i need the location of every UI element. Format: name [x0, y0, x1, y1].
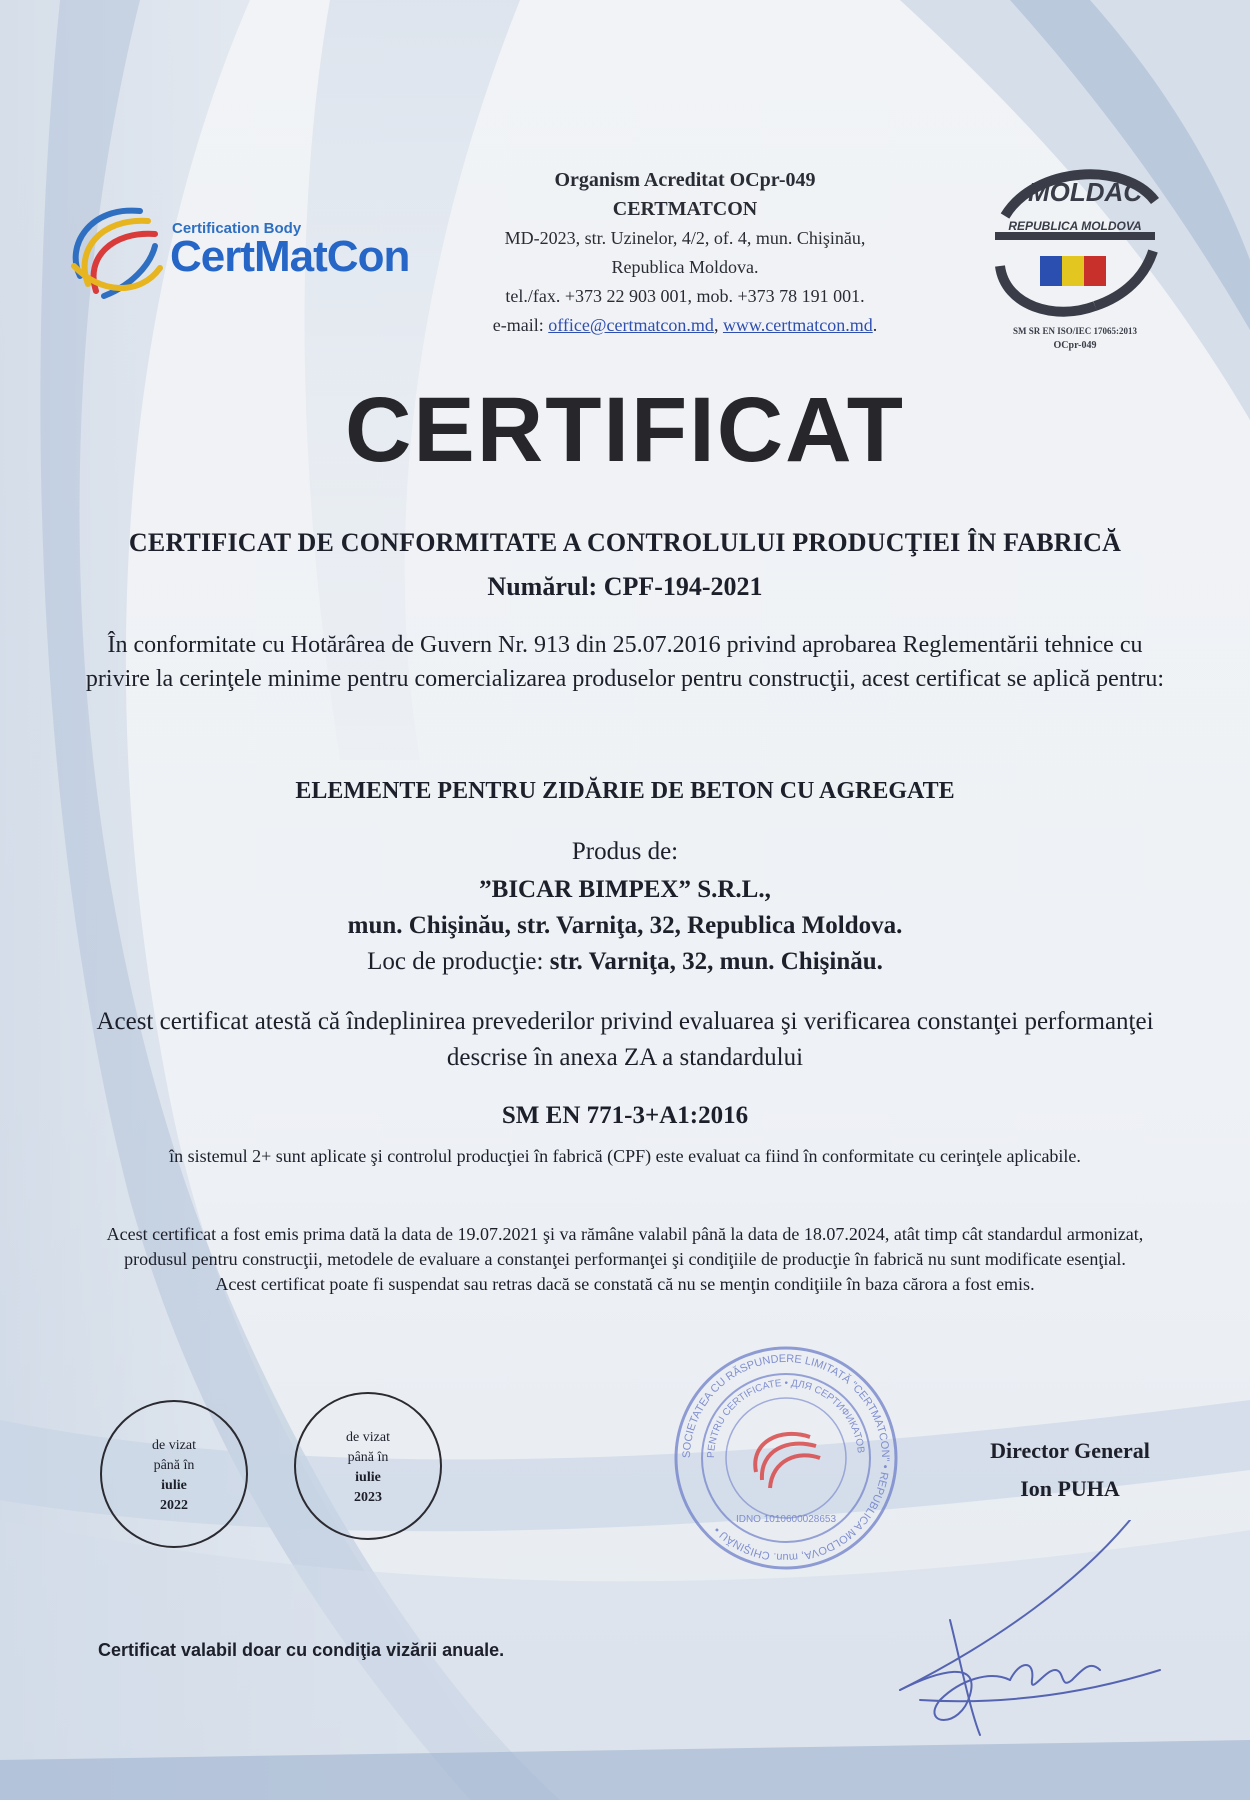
moldac-standard: SM SR EN ISO/IEC 17065:2013: [1012, 326, 1138, 336]
visa-line2: până în: [153, 1458, 195, 1473]
visa-year: 2022: [160, 1498, 188, 1513]
stamp-ring-text: SOCIETATEA CU RĂSPUNDERE LIMITATĂ "CERTMATCON" • REPUBLICA MOLDOVA, mun. CHIŞINĂU •: [680, 1352, 892, 1564]
email-link[interactable]: office@certmatcon.md: [548, 315, 714, 335]
visa-line2: până în: [347, 1450, 389, 1465]
production-location-label: Loc de producţie:: [367, 948, 550, 975]
visa-month: iulie: [161, 1478, 187, 1493]
validity-text: Acest certificat a fost emis prima dată la data de 19.07.2021 şi va rămâne valabil până la data de 18.07.2024, atât timp cât standardul armonizat, produsul pentru construcţii, metodele de evaluare a constanţei performanţei şi condiţiile de producţie în fabrică nu sunt modificate esenţial.: [106, 1224, 1144, 1269]
moldac-name: MOLDAC: [1027, 177, 1143, 207]
moldac-country: REPUBLICA MOLDOVA: [1008, 219, 1142, 233]
org-country: Republica Moldova.: [611, 257, 759, 277]
visa-line1: de vizat: [346, 1430, 390, 1445]
stamp-inner-text: PENTRU CERTIFICATE • ДЛЯ СЕРТИФИКАТОВ: [705, 1377, 866, 1459]
org-contact: [440, 311, 930, 340]
contact-end: .: [872, 315, 878, 335]
website-link[interactable]: www.certmatcon.md: [722, 315, 873, 335]
org-name: CERTMATCON: [612, 198, 758, 220]
annual-visa-2022: [100, 1400, 248, 1548]
director-name: Ion PUHA: [1020, 1476, 1120, 1501]
moldac-accreditation-logo: [975, 156, 1175, 356]
stamp-idno: IDNO 1010600028653: [735, 1514, 837, 1525]
footer-note: Certificat valabil doar cu condiţia vizării anuale.: [98, 1640, 505, 1660]
production-location-value: str. Varniţa, 32, mun. Chişinău.: [549, 948, 883, 975]
certificate-number: Numărul: CPF-194-2021: [487, 572, 763, 601]
logo-name: CertMatCon: [170, 232, 410, 281]
organization-info: [440, 166, 930, 340]
logo-subtitle: Certification Body: [172, 220, 302, 237]
handwritten-signature: [860, 1520, 1180, 1740]
suspension-text: Acest certificat poate fi suspendat sau retras dacă se constată că nu se menţin condiţiile în baza cărora a fost emis.: [215, 1274, 1035, 1294]
visa-year: 2023: [354, 1490, 382, 1505]
visa-line1: de vizat: [152, 1438, 196, 1453]
producer-company: ”BICAR BIMPEX” S.R.L.,: [479, 876, 771, 903]
system-paragraph: în sistemul 2+ sunt aplicate şi controlul producţiei în fabrică (CPF) este evaluat ca fiind în conformitate cu cerinţele aplicabile.: [169, 1146, 1081, 1166]
attestation-paragraph: Acest certificat atestă că îndeplinirea prevederilor privind evaluarea şi verificarea constanţei performanţei descrise în anexa ZA a standardului: [96, 1008, 1154, 1071]
annual-visa-2023: [294, 1392, 442, 1540]
director-title: Director General: [990, 1438, 1150, 1463]
contact-separator: ,: [713, 315, 723, 335]
producer-address: mun. Chişinău, str. Varniţa, 32, Republica Moldova.: [347, 912, 903, 939]
org-address: MD-2023, str. Uzinelor, 4/2, of. 4, mun. Chişinău,: [504, 228, 866, 248]
moldac-code: OCpr-049: [1053, 340, 1097, 351]
visa-month: iulie: [355, 1470, 381, 1485]
production-location: [0, 948, 1250, 976]
validity-paragraph: [80, 1222, 1170, 1297]
org-accreditation: Organism Acreditat OCpr-049: [554, 169, 816, 191]
standard-code: SM EN 771-3+A1:2016: [501, 1102, 749, 1129]
producer-label: Produs de:: [571, 838, 679, 865]
certificate-title: CERTIFICAT: [344, 379, 905, 481]
certificate-subtitle: CERTIFICAT DE CONFORMITATE A CONTROLULUI PRODUCŢIEI ÎN FABRICĂ: [128, 528, 1122, 557]
product-name: ELEMENTE PENTRU ZIDĂRIE DE BETON CU AGREGATE: [295, 778, 955, 804]
org-phone: tel./fax. +373 22 903 001, mob. +373 78 191 001.: [505, 286, 865, 306]
email-label: e-mail:: [492, 315, 549, 335]
director-block: [960, 1432, 1180, 1508]
conformity-paragraph: În conformitate cu Hotărârea de Guvern Nr. 913 din 25.07.2016 privind aprobarea Reglementării tehnice cu privire la cerinţele minime pentru comercializarea produselor pentru construcţii, acest certificat se aplică pentru:: [85, 632, 1165, 692]
